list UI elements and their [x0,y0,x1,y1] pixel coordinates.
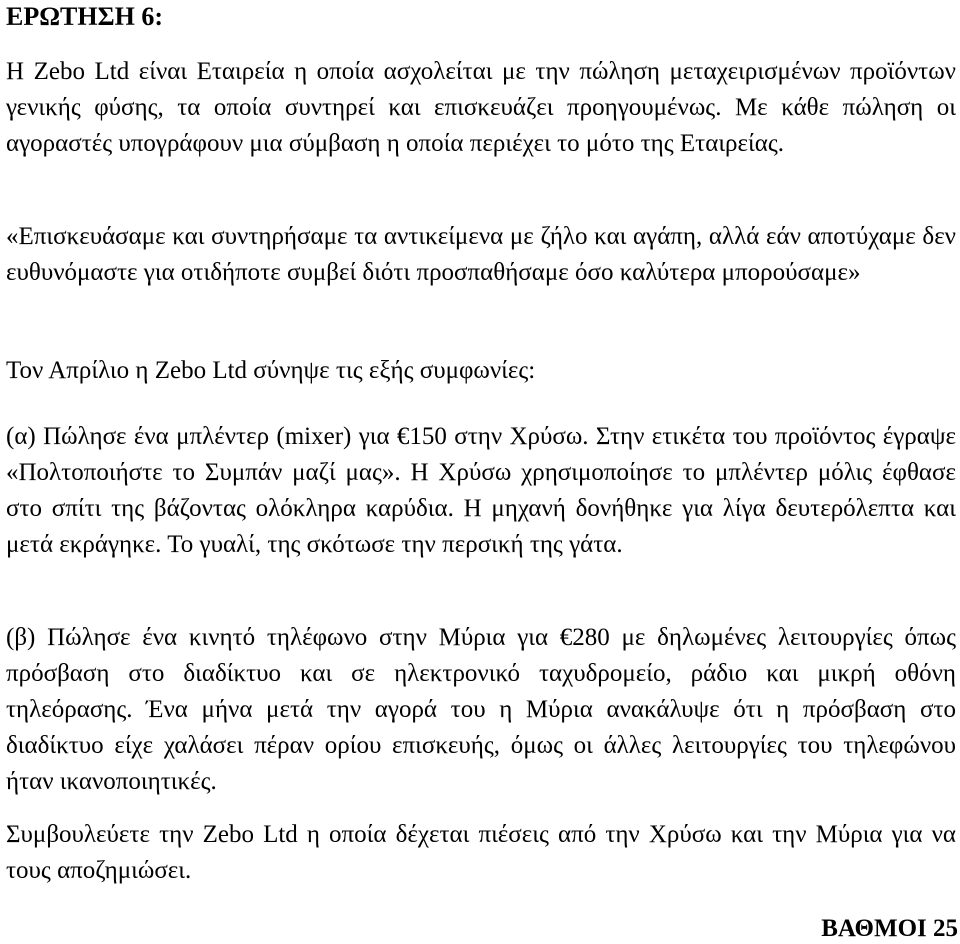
grade-label: ΒΑΘΜΟΙ 25 [821,915,958,942]
question-heading: ΕΡΩΤΗΣΗ 6: [6,2,163,31]
agreements-intro: Τον Απρίλιο η Zebo Ltd σύνηψε τις εξής συμφωνίες: [6,357,536,384]
intro-paragraph: Η Zebo Ltd είναι Εταιρεία η οποία ασχολείται με την πώληση μεταχειρισμένων προϊόντων γενικής φύσης, τα οποία συντηρεί και επισκευάζει προηγουμένως. Με κάθε πώληση οι αγοραστές υπογράφουν μια σύμβαση η οποία περιέχει το μότο της Εταιρείας. [6,58,956,157]
case-a-paragraph: (α) Πώλησε ένα μπλέντερ (mixer) για €150 στην Χρύσω. Στην ετικέτα του προϊόντος έγραψε «Πολτοποιήστε το Συμπάν μαζί μας». Η Χρύσω χρησιμοποίησε το μπλέντερ μόλις έφθασε στο σπίτι της βάζοντας ολόκληρα καρύδια. Η μηχανή δονήθηκε για λίγα δευτερόλεπτα και μετά εκράγηκε. Το γυαλί, της σκότωσε την περσική της γάτα. [6,423,956,558]
motto-paragraph: «Επισκευάσαμε και συντηρήσαμε τα αντικείμενα με ζήλο και αγάπη, αλλά εάν αποτύχαμε δεν ευθυνόμαστε για οτιδήποτε συμβεί διότι προσπαθήσαμε όσο καλύτερα μπορούσαμε» [6,223,956,286]
instruction-paragraph: Συμβουλεύετε την Zebo Ltd η οποία δέχεται πιέσεις από την Χρύσω και την Μύρια για να τους αποζημιώσει. [6,821,956,884]
case-b-paragraph: (β) Πώλησε ένα κινητό τηλέφωνο στην Μύρια για €280 με δηλωμένες λειτουργίες όπως πρόσβαση στο διαδίκτυο και σε ηλεκτρονικό ταχυδρομείο, ράδιο και μικρή οθόνη τηλεόρασης. Ένα μήνα μετά την αγορά του η Μύρια ανακάλυψε ότι η πρόσβαση στο διαδίκτυο είχε χαλάσει πέραν ορίου επισκευής, όμως οι άλλες λειτουργίες του τηλεφώνου ήταν ικανοποιητικές. [6,624,956,795]
